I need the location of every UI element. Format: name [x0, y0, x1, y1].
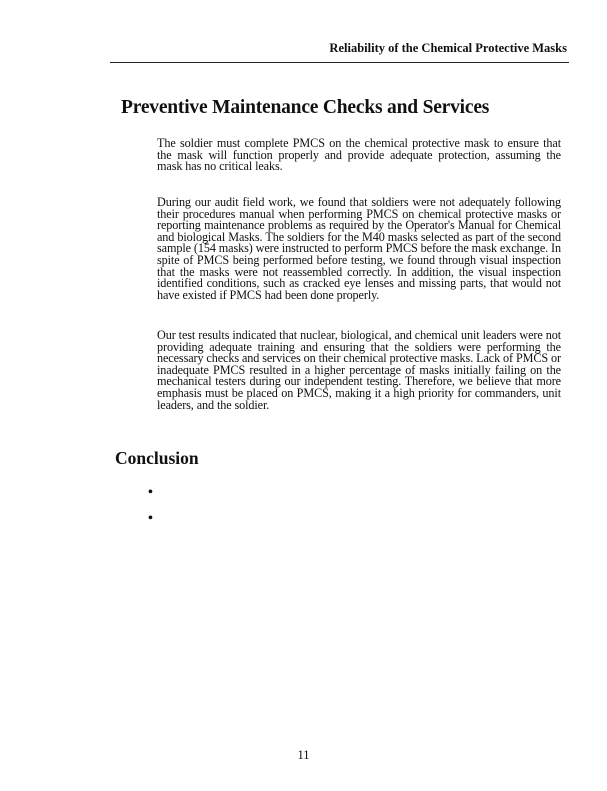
paragraph-audit-findings: During our audit field work, we found that soldiers were not adequately following their procedures manual when performing PMCS on chemical protective masks or reporting maintenance problems as required by the Operator's Manual for Chemical and biological Masks. The soldiers for the M40 masks selected as part of the second sample (154 masks) were instructed to perform PMCS before the mask exchange. In spite of PMCS being performed before testing, we found through visual inspection that the masks were not reassembled correctly. In addition, the visual inspection identified conditions, such as cracked eye lenses and missing parts, that would not have existed if PMCS had been done properly. [157, 195, 561, 302]
header-rule [110, 62, 569, 63]
paragraph-pmcs-intro: The soldier must complete PMCS on the chemical protective mask to ensure that the mask will function properly and provide adequate protection, assuming the mask has no critical leaks. [157, 136, 561, 174]
bullet-marker: • [148, 485, 153, 500]
section-heading-conclusion: Conclusion [115, 448, 199, 468]
running-header-title: Reliability of the Chemical Protective Masks [329, 41, 567, 55]
page-number: 11 [297, 748, 310, 762]
bullet-marker: • [148, 511, 153, 526]
section-heading-pmcs: Preventive Maintenance Checks and Services [121, 97, 490, 118]
paragraph-test-results: Our test results indicated that nuclear, biological, and chemical unit leaders were not providing adequate training and ensuring that the soldiers were performing the necessary checks and services on their chemical protective masks. Lack of PMCS or inadequate PMCS resulted in a higher percentage of masks initially failing on the mechanical testers during our independent testing. Therefore, we believe that more emphasis must be placed on PMCS, making it a high priority for commanders, unit leaders, and the soldier. [157, 328, 561, 412]
